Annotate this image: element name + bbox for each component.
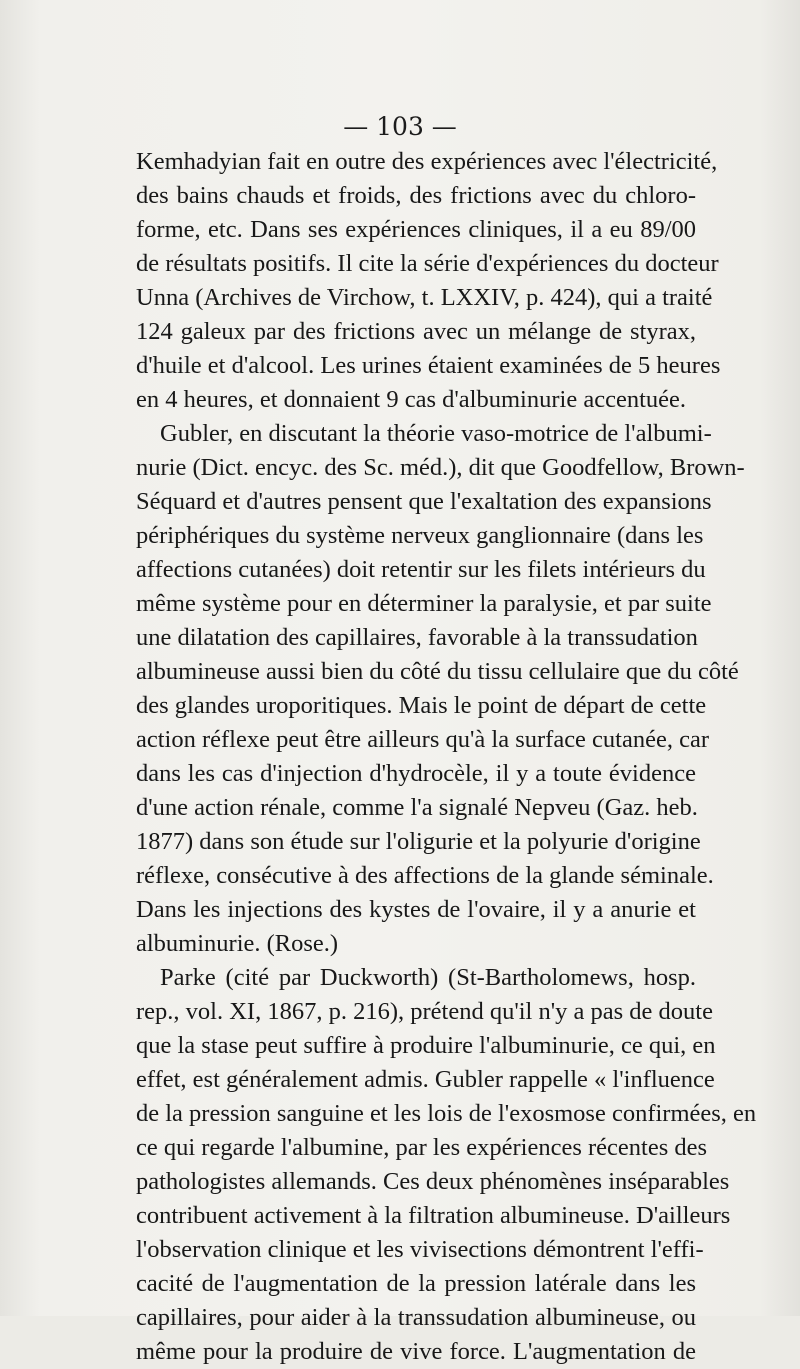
text-line: même système pour en déterminer la paralysie, et par suite	[136, 590, 712, 617]
text-line: Séquard et d'autres pensent que l'exaltation des expansions	[136, 488, 712, 515]
text-line: Kemhadyian fait en outre des expériences avec l'électricité,	[136, 148, 718, 175]
text-line: dans les cas d'injection d'hydrocèle, il y a toute évidence	[136, 760, 696, 787]
text-line: contribuent activement à la filtration albumineuse. D'ailleurs	[136, 1202, 731, 1229]
text-line: de la pression sanguine et les lois de l'exosmose confirmées, en	[136, 1100, 757, 1127]
text-line: albuminurie. (Rose.)	[136, 930, 339, 957]
text-line: effet, est généralement admis. Gubler rappelle « l'influence	[136, 1066, 715, 1093]
text-line: pathologistes allemands. Ces deux phénomènes inséparables	[136, 1168, 730, 1195]
page-number: — 103 —	[343, 112, 457, 141]
text-line: Gubler, en discutant la théorie vaso-motrice de l'albumi-	[160, 420, 712, 447]
text-line: action réflexe peut être ailleurs qu'à la surface cutanée, car	[136, 726, 710, 753]
text-line: forme, etc. Dans ses expériences cliniques, il a eu 89/00	[136, 216, 696, 243]
text-line: réflexe, consécutive à des affections de la glande séminale.	[136, 862, 714, 889]
text-line: affections cutanées) doit retentir sur les filets intérieurs du	[136, 556, 706, 583]
text-line: ce qui regarde l'albumine, par les expériences récentes des	[136, 1134, 708, 1161]
text-line: rep., vol. XI, 1867, p. 216), prétend qu'il n'y a pas de doute	[136, 998, 713, 1025]
text-line: périphériques du système nerveux ganglionnaire (dans les	[136, 522, 704, 549]
text-line: 124 galeux par des frictions avec un mélange de styrax,	[136, 318, 696, 345]
text-line: des glandes uroporitiques. Mais le point de départ de cette	[136, 692, 707, 719]
text-line: Dans les injections des kystes de l'ovaire, il y a anurie et	[136, 896, 696, 923]
text-line: une dilatation des capillaires, favorable à la transsudation	[136, 624, 698, 651]
text-line: de résultats positifs. Il cite la série d'expériences du docteur	[136, 250, 719, 277]
text-line: en 4 heures, et donnaient 9 cas d'albuminurie accentuée.	[136, 386, 686, 413]
text-line: même pour la produire de vive force. L'augmentation de	[136, 1338, 696, 1365]
text-line: d'une action rénale, comme l'a signalé Nepveu (Gaz. heb.	[136, 794, 698, 821]
text-line: capillaires, pour aider à la transsudation albumineuse, ou	[136, 1304, 696, 1331]
text-line: cacité de l'augmentation de la pression latérale dans les	[136, 1270, 696, 1297]
body-text	[136, 145, 757, 1369]
text-line: 1877) dans son étude sur l'oligurie et la polyurie d'origine	[136, 828, 701, 855]
text-line: Unna (Archives de Virchow, t. LXXIV, p. 424), qui a traité	[136, 284, 713, 311]
text-line: que la stase peut suffire à produire l'albuminurie, ce qui, en	[136, 1032, 716, 1059]
text-line: Parke (cité par Duckworth) (St-Bartholomews, hosp.	[160, 964, 696, 991]
text-line: l'observation clinique et les vivisections démontrent l'effi-	[136, 1236, 704, 1263]
text-line: des bains chauds et froids, des frictions avec du chloro-	[136, 182, 696, 209]
text-line: albumineuse aussi bien du côté du tissu cellulaire que du côté	[136, 658, 739, 685]
text-line: nurie (Dict. encyc. des Sc. méd.), dit que Goodfellow, Brown-	[136, 454, 745, 481]
text-line: d'huile et d'alcool. Les urines étaient examinées de 5 heures	[136, 352, 721, 379]
